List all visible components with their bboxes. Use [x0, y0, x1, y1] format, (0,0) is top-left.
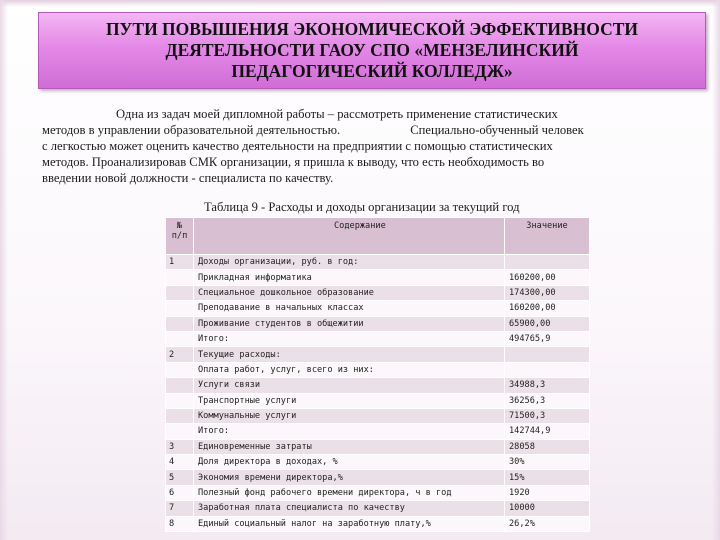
- header-num-label: №: [176, 221, 183, 231]
- row-value-cell: 34988,3: [505, 378, 590, 393]
- table-row: [166, 408, 590, 423]
- row-content-cell: Единовременные затраты: [194, 439, 505, 454]
- row-num-cell: 3: [166, 439, 194, 454]
- table-row: [166, 285, 590, 300]
- row-num-cell: [166, 424, 194, 439]
- row-content-cell: Коммунальные услуги: [194, 408, 505, 423]
- paragraph-line-part: методов в управлении образовательной деятельностью.: [42, 123, 341, 137]
- body-paragraph: [42, 106, 686, 186]
- paragraph-line: методов. Проанализировав СМК организации, я пришла к выводу, что есть необходимость во: [42, 155, 545, 169]
- header-value-cell: Значение: [505, 218, 590, 255]
- row-value-cell: 30%: [505, 455, 590, 470]
- row-num-cell: 4: [166, 455, 194, 470]
- row-content-cell: Преподавание в начальных классах: [194, 301, 505, 316]
- table-row: [166, 485, 590, 500]
- row-content-cell: Услуги связи: [194, 378, 505, 393]
- row-value-cell: 160200,00: [505, 270, 590, 285]
- row-content-cell: Итого:: [194, 424, 505, 439]
- table-row: [166, 331, 590, 346]
- row-value-cell: 160200,00: [505, 301, 590, 316]
- row-value-cell: 174300,00: [505, 285, 590, 300]
- slide-title-line: ПЕДАГОГИЧЕСКИЙ КОЛЛЕДЖ»: [231, 61, 513, 81]
- table-row: [166, 393, 590, 408]
- row-content-cell: Итого:: [194, 331, 505, 346]
- table-row: [166, 362, 590, 377]
- table-row: [166, 316, 590, 331]
- row-num-cell: [166, 301, 194, 316]
- row-value-cell: 71500,3: [505, 408, 590, 423]
- row-value-cell: 142744,9: [505, 424, 590, 439]
- row-value-cell: 26,2%: [505, 516, 590, 531]
- row-num-cell: [166, 331, 194, 346]
- slide-title-line: ПУТИ ПОВЫШЕНИЯ ЭКОНОМИЧЕСКОЙ ЭФФЕКТИВНОСТИ: [105, 19, 639, 39]
- row-content-cell: Прикладная информатика: [194, 270, 505, 285]
- table-caption: Таблица 9 - Расходы и доходы организации за текущий год: [204, 200, 520, 214]
- row-value-cell: 494765,9: [505, 331, 590, 346]
- row-num-cell: [166, 378, 194, 393]
- row-content-cell: Заработная плата специалиста по качеству: [194, 501, 505, 516]
- row-num-cell: [166, 362, 194, 377]
- row-content-cell: Полезный фонд рабочего времени директора, ч в год: [194, 485, 505, 500]
- row-content-cell: Единый социальный налог на заработную плату,%: [194, 516, 505, 531]
- row-content-cell: Доходы организации, руб. в год:: [194, 255, 505, 270]
- table-row: [166, 378, 590, 393]
- row-value-cell: 15%: [505, 470, 590, 485]
- paragraph-line-part: Специально-обученный человек: [410, 123, 584, 137]
- table-row: [166, 470, 590, 485]
- paragraph-line: введении новой должности - специалиста по качеству.: [42, 171, 334, 185]
- slide-title-line: ДЕЯТЕЛЬНОСТИ ГАОУ СПО «МЕНЗЕЛИНСКИЙ: [165, 40, 579, 60]
- row-num-cell: 7: [166, 501, 194, 516]
- row-num-cell: 8: [166, 516, 194, 531]
- table-header-row: [166, 218, 590, 255]
- row-value-cell: 28058: [505, 439, 590, 454]
- header-num-label: п/п: [171, 231, 188, 241]
- row-num-cell: 6: [166, 485, 194, 500]
- row-num-cell: [166, 393, 194, 408]
- table-row: [166, 501, 590, 516]
- slide-left-shadow: [0, 0, 8, 540]
- row-num-cell: 2: [166, 347, 194, 362]
- paragraph-line: [42, 122, 686, 138]
- paragraph-line: с легкостью может оценить качество деятельности на предприятии с помощью статистических: [42, 139, 553, 153]
- table-row: [166, 439, 590, 454]
- table-row: [166, 270, 590, 285]
- income-expense-table: [165, 217, 590, 532]
- header-content-cell: Содержание: [194, 218, 505, 255]
- row-value-cell: 10000: [505, 501, 590, 516]
- row-value-cell: 65900,00: [505, 316, 590, 331]
- row-num-cell: [166, 316, 194, 331]
- table-row: [166, 347, 590, 362]
- row-value-cell: [505, 255, 590, 270]
- row-value-cell: [505, 347, 590, 362]
- table-row: [166, 455, 590, 470]
- table-row: [166, 255, 590, 270]
- row-num-cell: [166, 270, 194, 285]
- slide-right-shadow: [712, 0, 720, 540]
- slide-title-box: [38, 12, 706, 89]
- row-content-cell: Доля директора в доходах, %: [194, 455, 505, 470]
- row-value-cell: 36256,3: [505, 393, 590, 408]
- row-content-cell: Транспортные услуги: [194, 393, 505, 408]
- paragraph-line: Одна из задач моей дипломной работы – рассмотреть применение статистических: [116, 107, 558, 121]
- row-content-cell: Текущие расходы:: [194, 347, 505, 362]
- row-num-cell: [166, 408, 194, 423]
- table-row: [166, 301, 590, 316]
- slide-top-shadow: [0, 0, 720, 7]
- row-value-cell: [505, 362, 590, 377]
- header-num-cell: [166, 218, 194, 255]
- row-num-cell: [166, 285, 194, 300]
- row-content-cell: Экономия времени директора,%: [194, 470, 505, 485]
- table-row: [166, 516, 590, 531]
- row-value-cell: 1920: [505, 485, 590, 500]
- row-content-cell: Проживание студентов в общежитии: [194, 316, 505, 331]
- row-num-cell: 5: [166, 470, 194, 485]
- table-row: [166, 424, 590, 439]
- row-content-cell: Специальное дошкольное образование: [194, 285, 505, 300]
- row-num-cell: 1: [166, 255, 194, 270]
- row-content-cell: Оплата работ, услуг, всего из них:: [194, 362, 505, 377]
